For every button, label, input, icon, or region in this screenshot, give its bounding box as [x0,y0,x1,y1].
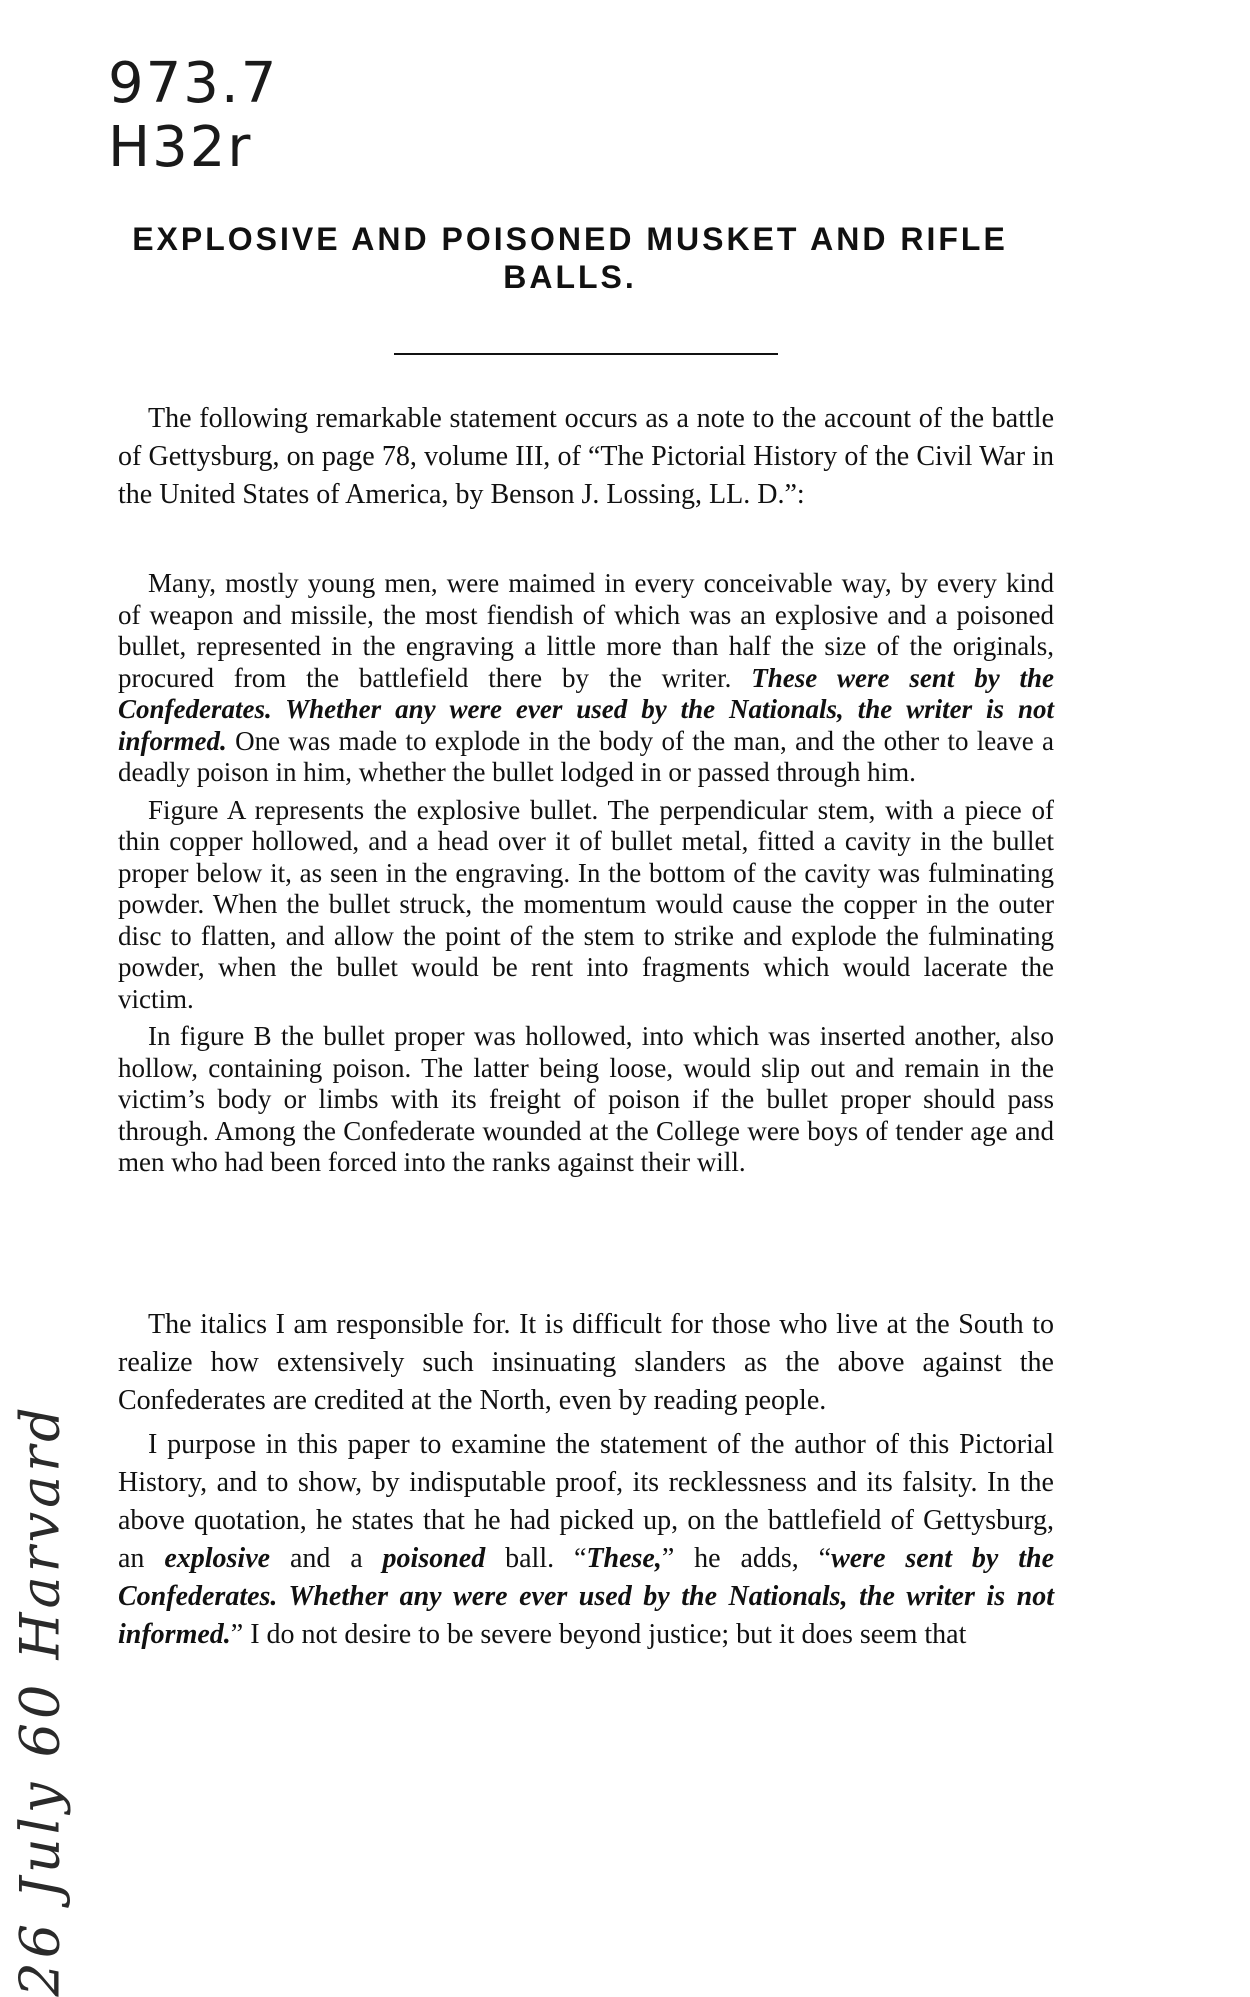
comment-paragraph-2 [118,1426,1054,1654]
comment-p2-text-a: I purpose in this paper to examine the statement of the author of this Pictorial History, and to show, by indisputable proof, its recklessness and its falsity. In the above quotation, he states that he had picked up, on the battlefield of Gettysburg, an [118,1429,1054,1574]
call-number [108,52,278,180]
comment-p2-poisoned: poisoned [382,1543,486,1574]
comment-p2-these: These, [586,1543,662,1574]
comment-p2-explosive: explosive [164,1543,271,1574]
call-number-line-2: H32r [108,115,253,180]
comment-paragraph-1: The italics I am responsible for. It is difficult for those who live at the South to realize how extensively such insinuating slanders as the above against the Confederates are credited at the North, even by reading people. [118,1309,1054,1416]
page-title: EXPLOSIVE AND POISONED MUSKET AND RIFLE BALLS. [132,221,1008,295]
handwritten-marginalia [8,1403,72,1997]
quote-paragraph-3: In figure B the bullet proper was hollowed, into which was inserted another, also hollow, containing poison. The latter being loose, would slip out and remain in the victim’s body or limbs with its freight of poison if the bullet proper should pass through. Among the Confederate wounded at the College were boys of tender age and men who had been forced into the ranks against their will. [118,1021,1054,1177]
quote-p1-italic: These were sent by the Confederates. Whether any were ever used by the Nationals, the writer is not informed. [118,662,1055,756]
quote-paragraph-2: Figure A represents the explosive bullet. The perpendicular stem, with a piece of thin copper hollowed, and a head over it of bullet metal, fitted a cavity in the bullet proper below it, as seen in the engraving. In the bottom of the cavity was fulminating powder. When the bullet struck, the momentum would cause the copper in the outer disc to flatten, and allow the point of the stem to strike and explode the fulminating powder, when the bullet would be rent into fragments which would lacerate the victim. [118,794,1054,1014]
call-number-line-1: 973.7 [108,51,279,116]
quote-paragraph-1 [118,568,1054,789]
block-quote [118,568,1054,1185]
comment-p2-text-d: ” I do not desire to be severe beyond justice; but it does seem that [230,1619,967,1650]
quote-p1-text-a: Many, mostly young men, were maimed in every conceivable way, by every kind of weapon and missile, the most fiendish of which was an explosive and a poisoned bullet, represented in the engraving a little more than half the size of the originals, procured from the battlefield there by the writer. [118,568,1054,693]
comment-p2-text-c: ” he adds, “ [661,1543,832,1574]
comment-p2-and: and a [289,1543,363,1574]
title-divider [394,353,778,355]
quote-p1-text-b: One was made to explode in the body of the man, and the other to leave a deadly poison in him, whether the bullet lodged in or passed through him. [118,725,1054,787]
comment-p2-quote-italic: were sent by the Confederates. Whether any were ever used by the Nationals, the writer is not informed. [118,1543,1055,1650]
intro-paragraph [118,400,1054,514]
intro-text: The following remarkable statement occurs as a note to the account of the battle of Gettysburg, on page 78, volume III, of “The Pictorial History of the Civil War in the United States of America, by Benson J. Lossing, LL. D.”: [118,403,1054,510]
marginalia-text: 26 July 60 Harvard [8,1403,72,1997]
comment-p2-text-b: ball. “ [505,1543,587,1574]
commentary [118,1306,1054,1660]
